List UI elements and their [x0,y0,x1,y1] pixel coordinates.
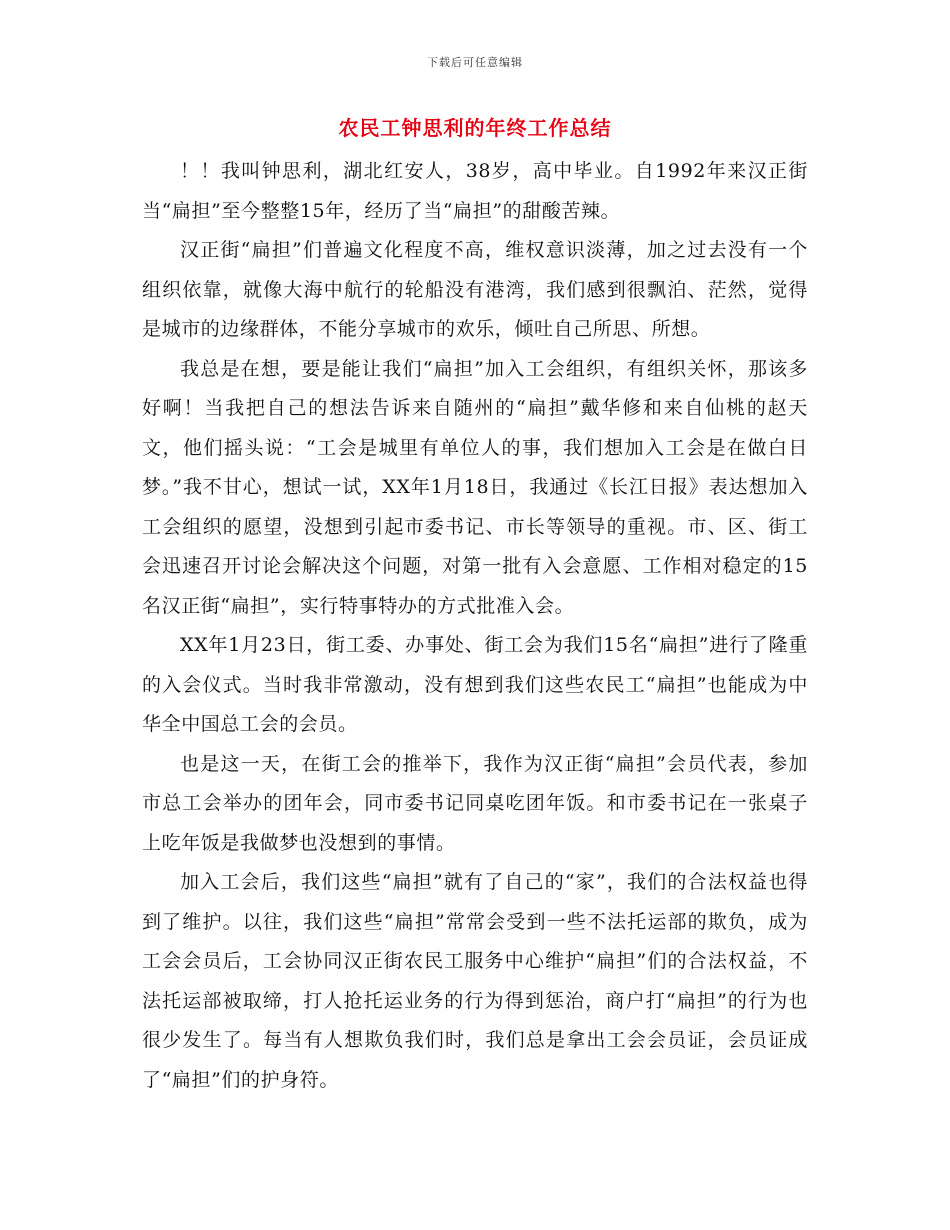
document-body [142,152,808,1100]
paragraph-5: 也是这一天，在街工会的推举下，我作为汉正街“扁担”会员代表，参加市总工会举办的团年会，同市委书记同桌吃团年饭。和市委书记在一张桌子上吃年饭是我做梦也没想到的事情。 [142,752,808,854]
paragraph-2: 汉正街“扁担”们普遍文化程度不高，维权意识淡薄，加之过去没有一个组织依靠，就像大海中航行的轮船没有港湾，我们感到很飘泊、茫然，觉得是城市的边缘群体，不能分享城市的欢乐，倾吐自己所思、所想。 [142,239,808,340]
paragraph-4: XX年1月23日，街工委、办事处、街工会为我们15名“扁担”进行了隆重的入会仪式。当时我非常激动，没有想到我们这些农民工“扁担”也能成为中华全中国总工会的会员。 [142,634,808,735]
document-title: 农民工钟思利的年终工作总结 [338,116,612,140]
paragraph-3: 我总是在想，要是能让我们“扁担”加入工会组织，有组织关怀，那该多好啊！当我把自己的想法告诉来自随州的“扁担”戴华修和来自仙桃的赵天文，他们摇头说：“工会是城里有单位人的事，我们想加入工会是在做白日梦。”我不甘心，想试一试，XX年1月18日，我通过《长江日报》表达想加入工会组织的愿望，没想到引起市委书记、市长等领导的重视。市、区、街工会迅速召开讨论会解决这个问题，对第一批有入会意愿、工作相对稳定的15名汉正街“扁担”，实行特事特办的方式批准入会。 [142,357,808,617]
paragraph-1: ！！我叫钟思利，湖北红安人，38岁，高中毕业。自1992年来汉正街当“扁担”至今整整15年，经历了当“扁担”的甜酸苦辣。 [142,160,808,222]
header-note: 下载后可任意编辑 [427,56,523,69]
paragraph-6: 加入工会后，我们这些“扁担”就有了自己的“家”，我们的合法权益也得到了维护。以往，我们这些“扁担”常常会受到一些不法托运部的欺负，成为工会会员后，工会协同汉正街农民工服务中心维护“扁担”们的合法权益，不法托运部被取缔，打人抢托运业务的行为得到惩治，商户打“扁担”的行为也很少发生了。每当有人想欺负我们时，我们总是拿出工会会员证，会员证成了“扁担”们的护身符。 [142,871,808,1091]
